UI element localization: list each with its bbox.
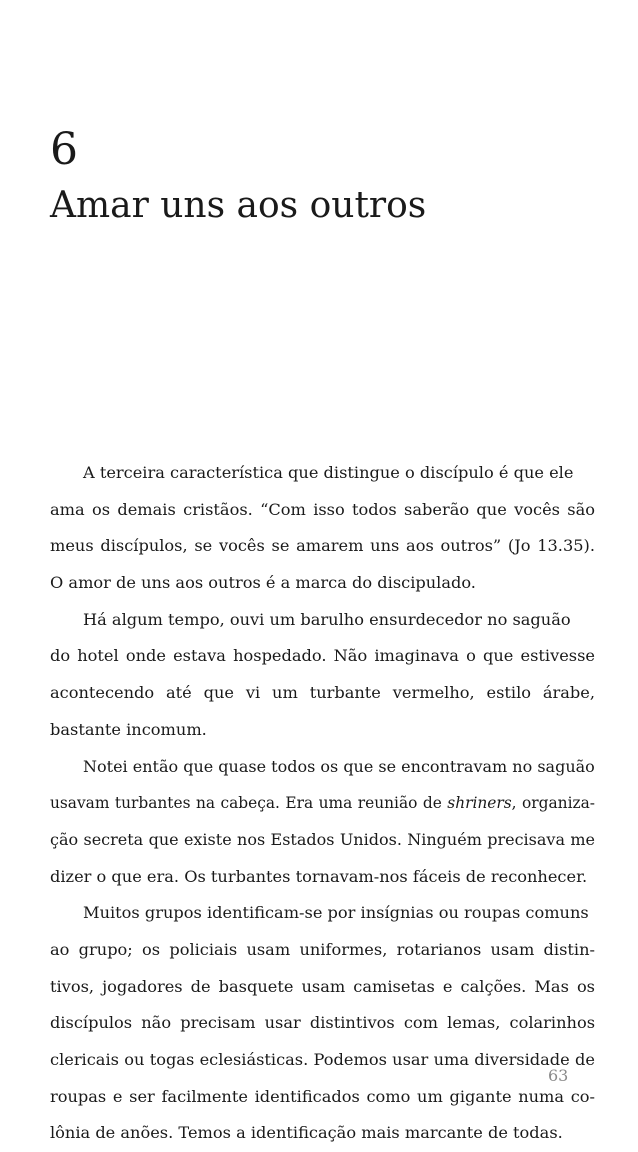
body-text — [50, 455, 595, 1152]
text-line: clericais ou togas eclesiásticas. Podemos usar uma diversidade de — [50, 1050, 595, 1069]
italic-term: shriners — [447, 794, 512, 813]
text-line: bastante incomum. — [50, 719, 207, 739]
text-line: meus discípulos, se vocês se amarem uns aos outros” (Jo 13.35). — [50, 536, 595, 556]
text-line: acontecendo até que vi um turbante vermelho, estilo árabe, — [50, 683, 595, 703]
text-line: ao grupo; os policiais usam uniformes, rotarianos usam distin- — [50, 939, 595, 959]
text-line: Notei então que quase todos os que se encontravam no saguão — [83, 756, 595, 776]
text-line: tivos, jogadores de basquete usam camisetas e calções. Mas os — [50, 976, 595, 996]
text-line: dizer o que era. Os turbantes tornavam-nos fáceis de reconhecer. — [50, 866, 588, 886]
text-line — [50, 785, 595, 822]
text-line: Há algum tempo, ouvi um barulho ensurdecedor no saguão — [83, 609, 571, 629]
text-fragment: , organiza- — [511, 794, 595, 813]
text-line: A terceira característica que distingue o discípulo é que ele — [83, 463, 574, 482]
text-line: Muitos grupos identificam-se por insígnias ou roupas comuns — [83, 903, 589, 923]
chapter-number: 6 — [50, 124, 78, 175]
text-line: O amor de uns aos outros é a marca do discipulado. — [50, 573, 476, 593]
page-number: 63 — [548, 1066, 569, 1085]
text-line: ção secreta que existe nos Estados Unidos. Ninguém precisava me — [50, 829, 595, 849]
text-line: ama os demais cristãos. “Com isso todos saberão que vocês são — [50, 499, 595, 519]
text-line: roupas e ser facilmente identificados como um gigante numa co- — [50, 1086, 595, 1106]
text-fragment: usavam turbantes na cabeça. Era uma reunião de — [50, 794, 448, 813]
text-line: lônia de anões. Temos a identificação mais marcante de todas. — [50, 1123, 563, 1143]
text-line: do hotel onde estava hospedado. Não imaginava o que estivesse — [50, 646, 595, 666]
text-line: discípulos não precisam usar distintivos com lemas, colarinhos — [50, 1013, 595, 1033]
chapter-title: Amar uns aos outros — [50, 185, 427, 226]
